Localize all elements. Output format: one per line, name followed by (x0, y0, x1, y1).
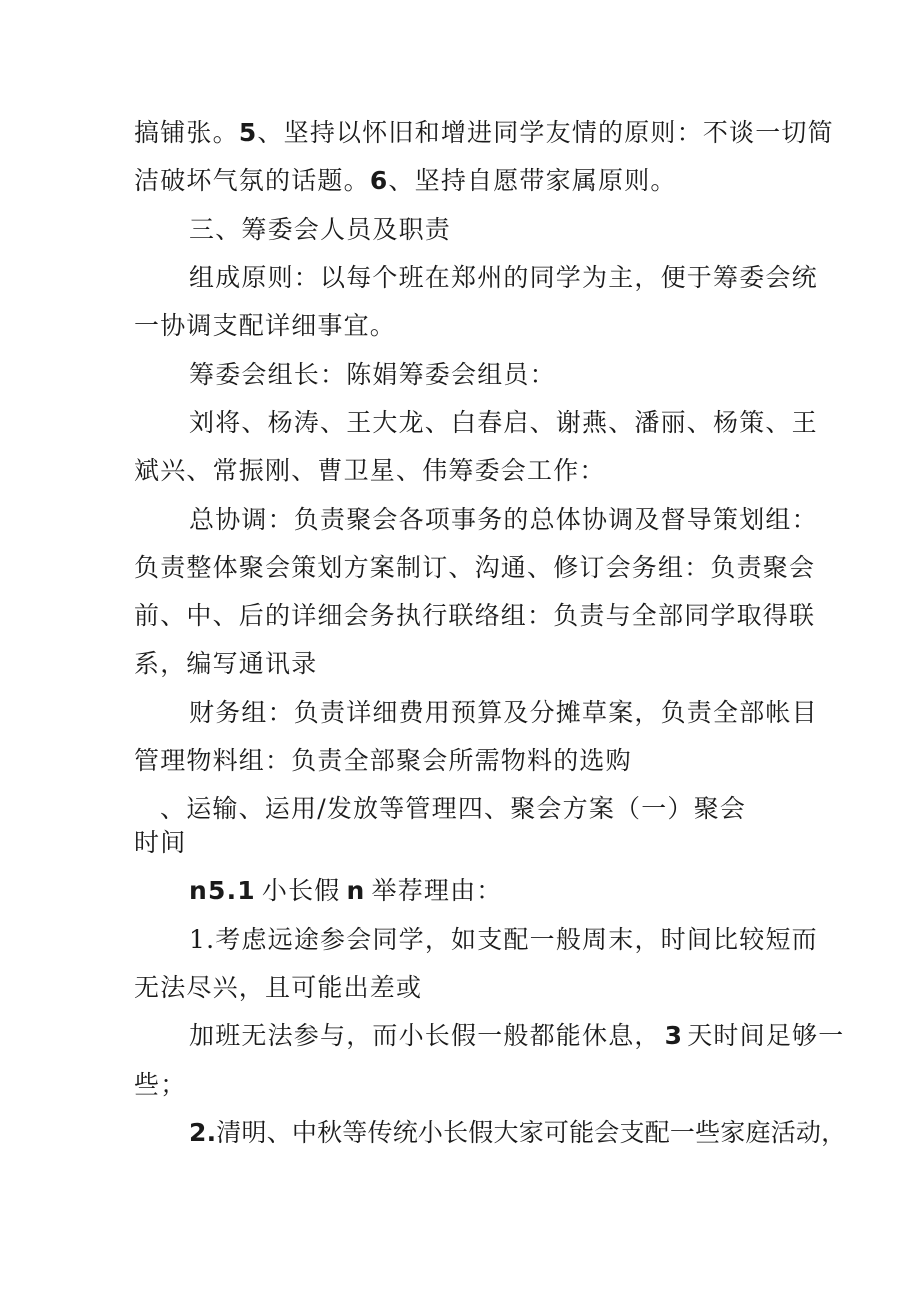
text-segment: 负责整体聚会策划方案制订、沟通、修订会务组：负责聚会 (134, 553, 816, 582)
text-segment: 刘将、杨涛、王大龙、白春启、谢燕、潘丽、杨策、王 (189, 408, 818, 437)
text-line (189, 925, 818, 955)
list-number: n5.1 (189, 876, 256, 905)
text-line (189, 505, 818, 535)
text-segment: 1.考虑远途参会同学，如支配一般周末，时间比较短而 (189, 925, 818, 954)
text-segment: 搞铺张。 (134, 118, 239, 147)
text-line (189, 263, 818, 293)
text-line (134, 1070, 186, 1100)
text-line (134, 649, 317, 679)
text-segment: 小长假 (261, 876, 341, 905)
text-line (134, 828, 186, 858)
text-line (134, 553, 815, 583)
text-line (189, 876, 503, 906)
text-line (189, 1021, 844, 1051)
text-segment: 财务组：负责详细费用预算及分摊草案，负责全部帐目 (189, 698, 818, 727)
text-line (134, 601, 815, 631)
text-segment: 清明、中秋等传统小长假大家可能会支配一些家庭活动， (216, 1118, 847, 1147)
text-line (189, 1118, 846, 1148)
section-heading (189, 215, 451, 245)
text-line (189, 360, 556, 390)
text-line (134, 166, 677, 196)
text-segment: 些； (134, 1070, 187, 1099)
text-segment: 一协调支配详细事宜。 (134, 311, 397, 340)
text-segment: 总协调：负责聚会各项事务的总体协调及督导策划组： (189, 505, 818, 534)
text-segment: 举荐理由： (371, 876, 503, 905)
text-line (134, 973, 422, 1003)
text-segment: 系，编写通讯录 (134, 649, 318, 678)
text-line (134, 118, 834, 148)
text-segment: 管理物料组：负责全部聚会所需物料的选购 (134, 746, 632, 775)
list-number: 3 (664, 1021, 684, 1050)
list-number: n (346, 876, 366, 905)
text-line (189, 408, 818, 438)
text-line (160, 794, 746, 824)
text-segment: 加班无法参与，而小长假一般都能休息， (189, 1021, 661, 1050)
text-segment: 、坚持以怀旧和增进同学友情的原则：不谈一切简 (257, 118, 834, 147)
text-segment: 斌兴、常振刚、曹卫星、伟筹委会工作： (134, 456, 606, 485)
text-segment: 洁破坏气氛的话题。 (134, 166, 370, 195)
list-number: 2. (189, 1118, 217, 1147)
text-segment: 三、筹委会人员及职责 (189, 215, 452, 244)
list-number: 6 (369, 166, 389, 195)
text-segment: 、坚持自愿带家属原则。 (388, 166, 677, 195)
text-line (189, 698, 818, 728)
text-line (134, 456, 606, 486)
list-number: 5 (238, 118, 258, 147)
text-segment: 、运输、运用/发放等管理四、聚会方案（一）聚会 (160, 794, 747, 823)
text-segment: 组成原则：以每个班在郑州的同学为主，便于筹委会统 (189, 263, 818, 292)
text-segment: 前、中、后的详细会务执行联络组：负责与全部同学取得联 (134, 601, 816, 630)
text-segment: 时间 (134, 828, 187, 857)
text-line (134, 311, 396, 341)
text-segment: 筹委会组长：陈娟筹委会组员： (189, 360, 556, 389)
text-line (134, 746, 632, 776)
text-segment: 无法尽兴，且可能出差或 (134, 973, 423, 1002)
text-segment: 天时间足够一 (687, 1021, 845, 1050)
